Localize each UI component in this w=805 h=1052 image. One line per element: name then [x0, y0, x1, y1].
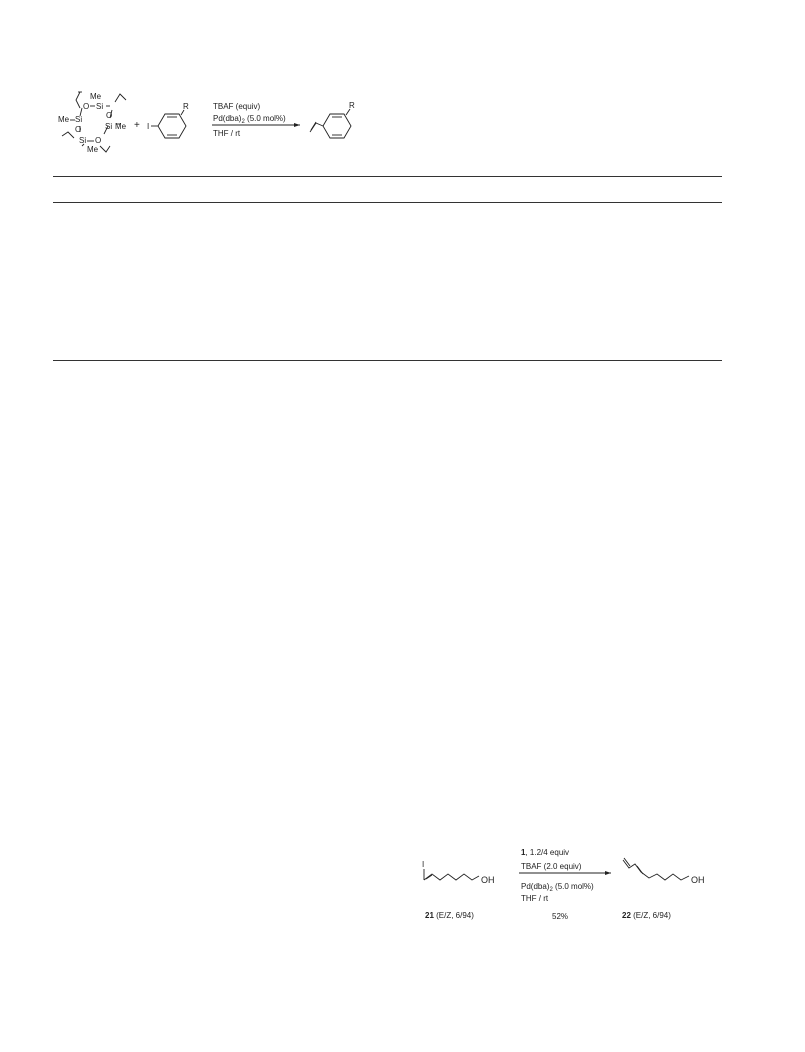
condition-pd: $Pd(dba)_2$ (5.0 mol%)	[213, 114, 286, 125]
me-bottom: Me	[87, 145, 99, 154]
start-oh-label: OH	[481, 875, 495, 885]
bottom-cond-tbaf: TBAF (2.0 equiv)	[521, 862, 582, 871]
table-top-rule	[53, 176, 722, 177]
reaction-arrowhead	[294, 123, 300, 127]
si-bottom: Si	[79, 136, 87, 145]
aryl-iodide-ring	[151, 110, 186, 138]
me-right: Me	[115, 122, 127, 131]
top-reaction-scheme	[50, 88, 410, 158]
styrene-product	[310, 109, 351, 138]
table-bottom-rule	[53, 360, 722, 361]
si-right: Si	[105, 122, 113, 131]
o-right: O	[106, 111, 113, 120]
bottom-reaction-scheme	[415, 838, 715, 938]
plus-sign: +	[134, 120, 140, 131]
start-iodo-label: I	[422, 860, 425, 869]
product-oh-label: OH	[691, 875, 705, 885]
condition-tbaf: TBAF (equiv)	[213, 102, 261, 111]
start-caption: 21 (E/Z, 6/94)	[425, 911, 474, 920]
yield-label: 52%	[552, 912, 569, 921]
product-caption: 22 (E/Z, 6/94)	[622, 911, 671, 920]
product-chain	[623, 858, 689, 880]
bottom-cond-pd: $Pd(dba)_2$ (5.0 mol%)	[521, 882, 594, 893]
o-top: O	[83, 102, 90, 111]
product-r-label: R	[349, 101, 355, 110]
o-left: O	[75, 125, 82, 134]
bottom-cond-reagent: 1, 1.2/4 equiv	[521, 848, 570, 857]
table-header-rule	[53, 202, 722, 203]
condition-solvent: THF / rt	[213, 129, 241, 138]
si-top: Si	[96, 102, 104, 111]
start-chain	[424, 869, 479, 880]
me-top: Me	[90, 92, 102, 101]
o-bottom: O	[95, 136, 102, 145]
me-left: Me	[58, 115, 70, 124]
iodo-label: I	[147, 122, 150, 131]
bottom-cond-solvent: THF / rt	[521, 894, 549, 903]
aryl-r-label: R	[183, 102, 189, 111]
bottom-arrowhead	[605, 871, 611, 875]
si-left: Si	[75, 115, 83, 124]
